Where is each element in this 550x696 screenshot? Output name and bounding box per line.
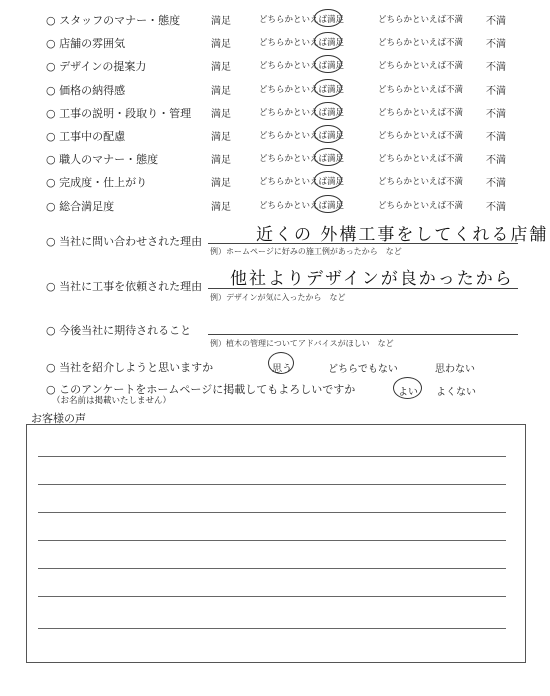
option-satisfied[interactable]: 満足 xyxy=(211,155,231,167)
selected-circle xyxy=(314,125,342,143)
publish-option-yes[interactable]: よい xyxy=(398,387,418,398)
rating-question: ○ 総合満足度 xyxy=(46,199,115,213)
option-somewhat-satisfied[interactable]: どちらかといえば満足 xyxy=(259,61,345,72)
option-satisfied[interactable]: 満足 xyxy=(211,108,231,120)
publish-label: ○ このアンケートをホームページに掲載してもよろしいですか xyxy=(46,383,356,396)
inquiry-reason-line xyxy=(208,243,518,244)
expectation-label: ○ 今後当社に期待されること xyxy=(46,324,192,337)
rating-row xyxy=(0,124,550,144)
referral-option-yes[interactable]: 思う xyxy=(272,364,292,375)
option-somewhat-satisfied[interactable]: どちらかといえば満足 xyxy=(259,15,345,25)
expectation-line xyxy=(208,334,518,335)
option-satisfied[interactable]: 満足 xyxy=(211,62,231,74)
option-somewhat-satisfied[interactable]: どちらかといえば満足 xyxy=(259,154,345,165)
option-somewhat-dissatisfied[interactable]: どちらかといえば不満 xyxy=(378,61,464,72)
request-reason-example: 例）デザインが気に入ったから など xyxy=(210,293,346,302)
option-satisfied[interactable]: 満足 xyxy=(211,178,231,190)
publish-selected-circle xyxy=(393,377,422,399)
rating-question: ○ 職人のマナー・態度 xyxy=(46,153,159,167)
voice-line xyxy=(38,456,506,457)
option-dissatisfied[interactable]: 不満 xyxy=(486,155,506,167)
option-somewhat-satisfied[interactable]: どちらかといえば満足 xyxy=(259,107,345,118)
option-somewhat-dissatisfied[interactable]: どちらかといえば不満 xyxy=(378,107,464,118)
referral-option-no[interactable]: 思わない xyxy=(435,364,475,375)
referral-label: ○ 当社を紹介しようと思いますか xyxy=(46,361,214,374)
rating-row xyxy=(0,147,550,167)
rating-row xyxy=(0,78,550,98)
option-somewhat-dissatisfied[interactable]: どちらかといえば不満 xyxy=(378,177,464,188)
inquiry-reason-answer[interactable]: 近くの 外構工事をしてくれる店舗 xyxy=(256,225,549,245)
option-somewhat-satisfied[interactable]: どちらかといえば満足 xyxy=(259,84,345,95)
option-somewhat-dissatisfied[interactable]: どちらかといえば不満 xyxy=(378,15,464,25)
option-dissatisfied[interactable]: 不満 xyxy=(486,39,506,51)
option-somewhat-satisfied[interactable]: どちらかといえば満足 xyxy=(259,200,345,211)
rating-row xyxy=(0,8,550,28)
rating-row xyxy=(0,170,550,190)
option-dissatisfied[interactable]: 不満 xyxy=(486,201,506,213)
rating-question: ○ 価格の納得感 xyxy=(46,83,126,97)
customer-voice-title: お客様の声 xyxy=(31,412,86,425)
publish-note: （お名前は掲載いたしません） xyxy=(52,396,172,406)
voice-line xyxy=(38,540,506,541)
option-somewhat-dissatisfied[interactable]: どちらかといえば不満 xyxy=(378,131,464,141)
option-somewhat-dissatisfied[interactable]: どちらかといえば不満 xyxy=(378,84,464,95)
voice-line xyxy=(38,628,506,629)
voice-line xyxy=(38,596,506,597)
request-reason-line xyxy=(208,288,518,289)
request-reason-answer[interactable]: 他社よりデザインが良かったから xyxy=(230,269,514,289)
rating-row xyxy=(0,31,550,51)
rating-question: ○ 完成度・仕上がり xyxy=(46,176,148,190)
selected-circle xyxy=(314,79,342,97)
option-satisfied[interactable]: 満足 xyxy=(211,85,231,97)
rating-row xyxy=(0,101,550,121)
option-somewhat-dissatisfied[interactable]: どちらかといえば不満 xyxy=(378,200,464,211)
option-dissatisfied[interactable]: 不満 xyxy=(486,132,506,143)
selected-circle xyxy=(314,195,342,213)
option-satisfied[interactable]: 満足 xyxy=(211,39,231,51)
option-dissatisfied[interactable]: 不満 xyxy=(486,178,506,190)
option-satisfied[interactable]: 満足 xyxy=(211,132,231,143)
option-somewhat-dissatisfied[interactable]: どちらかといえば不満 xyxy=(378,38,464,49)
voice-line xyxy=(38,512,506,513)
rating-question: ○ 工事中の配慮 xyxy=(46,130,126,143)
rating-question: ○ スタッフのマナー・態度 xyxy=(46,14,181,27)
rating-row xyxy=(0,54,550,74)
option-satisfied[interactable]: 満足 xyxy=(211,16,231,27)
inquiry-reason-label: ○ 当社に問い合わせされた理由 xyxy=(46,235,203,248)
voice-line xyxy=(38,568,506,569)
voice-line xyxy=(38,484,506,485)
option-satisfied[interactable]: 満足 xyxy=(211,201,231,213)
request-reason-label: ○ 当社に工事を依頼された理由 xyxy=(46,280,203,293)
referral-option-neutral[interactable]: どちらでもない xyxy=(328,364,398,375)
option-dissatisfied[interactable]: 不満 xyxy=(486,108,506,120)
rating-question: ○ デザインの提案力 xyxy=(46,60,147,74)
option-somewhat-satisfied[interactable]: どちらかといえば満足 xyxy=(259,131,345,141)
selected-circle xyxy=(314,102,342,120)
option-somewhat-satisfied[interactable]: どちらかといえば満足 xyxy=(259,38,345,49)
option-dissatisfied[interactable]: 不満 xyxy=(486,16,506,27)
option-dissatisfied[interactable]: 不満 xyxy=(486,85,506,97)
selected-circle xyxy=(314,9,342,27)
option-dissatisfied[interactable]: 不満 xyxy=(486,62,506,74)
expectation-example: 例）植木の管理についてアドバイスがほしい など xyxy=(210,339,394,348)
option-somewhat-satisfied[interactable]: どちらかといえば満足 xyxy=(259,177,345,188)
publish-option-no[interactable]: よくない xyxy=(436,387,476,398)
rating-row xyxy=(0,194,550,214)
referral-selected-circle xyxy=(268,352,294,374)
inquiry-reason-example: 例）ホームページに好みの施工例があったから など xyxy=(210,247,402,256)
rating-question: ○ 店舗の雰囲気 xyxy=(46,37,126,51)
option-somewhat-dissatisfied[interactable]: どちらかといえば不満 xyxy=(378,154,464,165)
rating-question: ○ 工事の説明・段取り・管理 xyxy=(46,106,192,120)
